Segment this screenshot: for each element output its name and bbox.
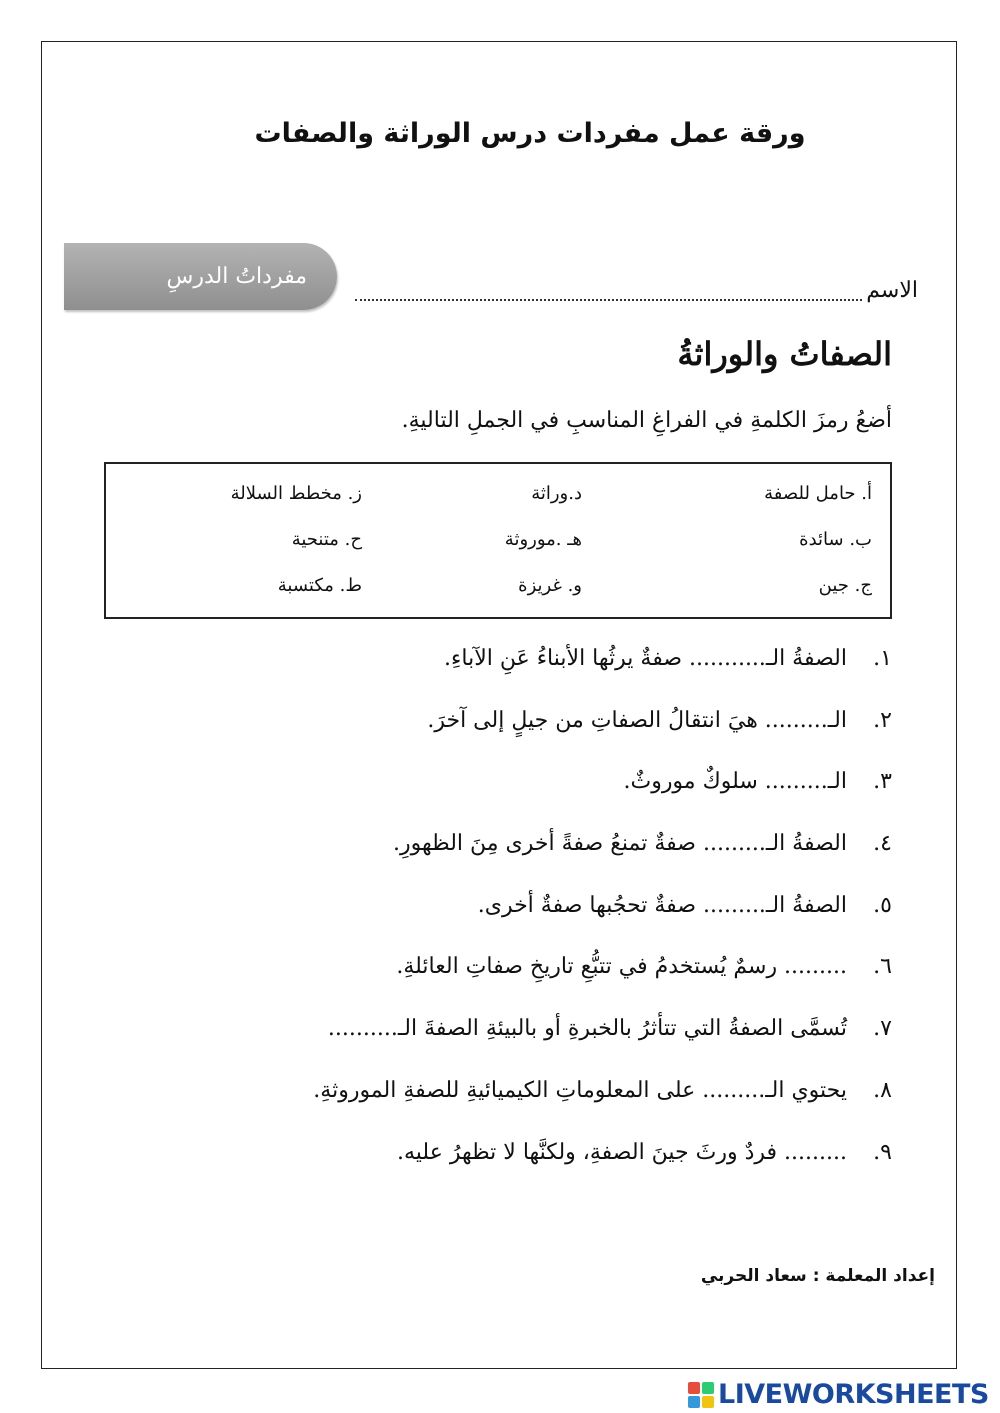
question-text: الـ......... سلوكٌ موروثٌ. — [623, 769, 847, 795]
question-item[interactable] — [192, 1140, 892, 1202]
liveworksheets-logo-icon — [688, 1382, 714, 1408]
question-number: ٣. — [873, 769, 892, 795]
question-text: الصفةُ الـ........... صفةٌ يرثُها الأبناءُ عَنِ الآباءِ. — [444, 646, 847, 671]
logo-square — [702, 1396, 714, 1408]
word-bank-item: د.وراثة — [531, 482, 582, 504]
question-text: ......... فردٌ ورثَ جينَ الصفةِ، ولكنَّها لا تظهرُ عليه. — [397, 1139, 847, 1165]
question-item[interactable] — [192, 646, 892, 708]
word-bank-item: ط. مكتسبة — [277, 575, 362, 597]
question-text: تُسمَّى الصفةُ التي تتأثرُ بالخبرةِ أو بالبيئةِ الصفةَ الـ.......... — [327, 1016, 847, 1042]
tab-label: مفرداتُ الدرسِ — [166, 264, 307, 289]
word-bank-item: ح. متنحية — [291, 528, 362, 550]
logo-square — [688, 1382, 700, 1394]
question-number: ٦. — [873, 954, 892, 980]
logo-square — [688, 1396, 700, 1408]
question-number: ٤. — [873, 831, 892, 857]
word-bank-item: أ. حامل للصفة — [764, 482, 872, 504]
question-number: ١. — [873, 646, 892, 671]
question-item[interactable] — [192, 831, 892, 893]
instruction-text: أضعُ رمزَ الكلمةِ في الفراغِ المناسبِ في الجملِ التاليةِ. — [401, 408, 892, 433]
word-bank-item: هـ .موروثة — [504, 528, 582, 550]
question-number: ٧. — [873, 1016, 892, 1042]
question-text: يحتوي الـ......... على المعلوماتِ الكيميائيةِ للصفةِ الموروثةِ. — [313, 1077, 847, 1103]
question-item[interactable] — [192, 1078, 892, 1140]
name-label: الاسم — [866, 278, 918, 303]
question-number: ٩. — [873, 1139, 892, 1165]
name-field[interactable] — [355, 278, 918, 308]
question-text: الصفةُ الـ......... صفةٌ تمنعُ صفةً أخرى مِنَ الظهورِ. — [393, 831, 847, 857]
logo-square — [702, 1382, 714, 1394]
question-item[interactable] — [192, 954, 892, 1016]
question-item[interactable] — [192, 893, 892, 955]
question-text: الصفةُ الـ......... صفةٌ تحجُبها صفةٌ أخرى. — [477, 892, 847, 918]
question-number: ٨. — [873, 1077, 892, 1103]
name-blank-line[interactable] — [355, 299, 862, 301]
question-text: ......... رسمٌ يُستخدمُ في تتبُّعِ تاريخِ صفاتِ العائلةِ. — [396, 954, 847, 980]
word-bank-box — [104, 462, 892, 619]
section-heading: الصفاتُ والوراثةُ — [677, 335, 892, 373]
word-bank-item: ج. جين — [818, 575, 872, 597]
question-text: الـ......... هيَ انتقالُ الصفاتِ من جيلٍ إلى آخرَ. — [427, 707, 847, 733]
question-number: ٥. — [873, 892, 892, 918]
lesson-vocabulary-tab — [64, 243, 337, 310]
question-item[interactable] — [192, 708, 892, 770]
brand-name: LIVEWORKSHEETS — [718, 1379, 989, 1410]
word-bank-item: و. غريزة — [518, 575, 582, 597]
question-number: ٢. — [873, 707, 892, 733]
question-item[interactable] — [192, 1016, 892, 1078]
word-bank-item: ز. مخطط السلالة — [230, 482, 362, 504]
worksheet-title: ورقة عمل مفردات درس الوراثة والصفات — [254, 118, 806, 149]
liveworksheets-brand[interactable] — [688, 1379, 989, 1410]
question-list — [192, 646, 892, 1201]
question-item[interactable] — [192, 769, 892, 831]
teacher-credit: إعداد المعلمة : سعاد الحربي — [700, 1266, 935, 1286]
word-bank-item: ب. سائدة — [799, 528, 872, 550]
